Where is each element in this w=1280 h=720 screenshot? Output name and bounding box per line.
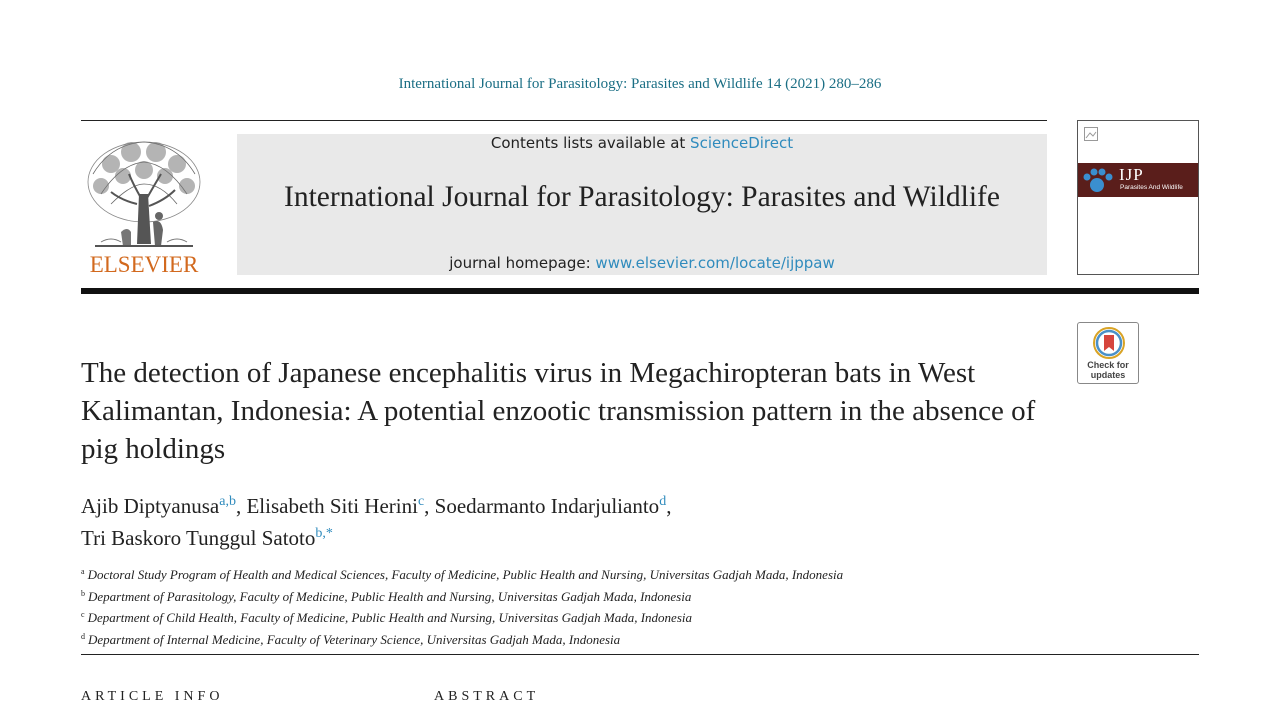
publisher-name: ELSEVIER xyxy=(89,252,199,277)
affiliation-item xyxy=(81,606,1081,628)
author-affiliation-mark[interactable]: b,* xyxy=(315,526,333,541)
author-affiliation-mark[interactable]: d xyxy=(659,494,667,509)
contents-prefix: Contents lists available at xyxy=(490,134,691,152)
affiliation-item xyxy=(81,563,1081,585)
affiliation-text: Department of Child Health, Faculty of Medicine, Public Health and Nursing, Universitas Gadjah Mada, Indonesia xyxy=(87,610,692,625)
header-thick-rule xyxy=(81,288,1199,294)
cover-abbrev: IJP xyxy=(1119,165,1144,184)
affiliation-text: Department of Parasitology, Faculty of Medicine, Public Health and Nursing, Universitas Gadjah Mada, Indonesia xyxy=(88,588,692,604)
homepage-prefix: journal homepage: xyxy=(449,254,596,272)
author-name[interactable]: Soedarmanto Indarjulianto xyxy=(434,494,660,518)
author-separator: , xyxy=(424,494,435,518)
affiliation-text: Department of Internal Medicine, Faculty of Veterinary Science, Universitas Gadjah Mada, Indonesia xyxy=(88,631,621,647)
affiliation-mark: b xyxy=(81,588,85,598)
check-for-updates-button[interactable] xyxy=(1077,322,1139,384)
affiliation-mark: c xyxy=(81,610,85,619)
affiliation-text: Doctoral Study Program of Health and Medical Sciences, Faculty of Medicine, Public Health and Nursing, Universitas Gadjah Mada, Indonesia xyxy=(87,567,844,582)
journal-citation[interactable]: International Journal for Parasitology: Parasites and Wildlife 14 (2021) 280–286 xyxy=(398,76,882,92)
author-name[interactable]: Elisabeth Siti Herini xyxy=(246,494,418,518)
sciencedirect-link[interactable]: ScienceDirect xyxy=(690,134,794,152)
image-placeholder-icon xyxy=(1084,127,1098,141)
affiliation-item xyxy=(81,628,1081,650)
header-rule xyxy=(81,120,1047,121)
author-affiliation-mark[interactable]: c xyxy=(417,494,425,509)
abstract-heading: ABSTRACT xyxy=(434,689,540,704)
journal-banner xyxy=(237,134,1047,275)
paw-print-icon xyxy=(1081,167,1115,195)
cover-subtitle: Parasites And Wildlife xyxy=(1120,184,1183,191)
check-updates-line2: updates xyxy=(1090,370,1126,380)
homepage-link[interactable]: www.elsevier.com/locate/ijppaw xyxy=(595,254,835,272)
affiliation-mark: d xyxy=(81,631,85,641)
section-rule xyxy=(81,654,1199,655)
affiliation-mark: a xyxy=(81,567,85,576)
journal-title[interactable]: International Journal for Parasitology: Parasites and Wildlife xyxy=(284,181,1000,213)
article-info-heading: ARTICLE INFO xyxy=(81,689,224,704)
article-title: The detection of Japanese encephalitis virus in Megachiropteran bats in West Kalimantan, Indonesia: A potential enzootic transmission pattern in the absence of pig holdings xyxy=(81,357,1036,465)
author-name[interactable]: Tri Baskoro Tunggul Satoto xyxy=(81,526,316,550)
contents-line xyxy=(237,134,1047,152)
homepage-line xyxy=(237,254,1047,272)
check-updates-label xyxy=(1078,360,1138,380)
author-affiliation-mark[interactable]: a,b xyxy=(219,494,236,509)
cover-band xyxy=(1078,163,1198,197)
affiliation-list xyxy=(81,563,1081,649)
author-name[interactable]: Ajib Diptyanusa xyxy=(81,494,220,518)
author-separator: , xyxy=(235,494,247,518)
check-updates-line1: Check for xyxy=(1087,360,1129,370)
affiliation-item xyxy=(81,585,1081,607)
author-separator: , xyxy=(666,494,672,518)
journal-cover[interactable] xyxy=(1077,120,1199,275)
bookmark-badge-icon xyxy=(1093,327,1125,359)
author-list xyxy=(81,488,1061,552)
